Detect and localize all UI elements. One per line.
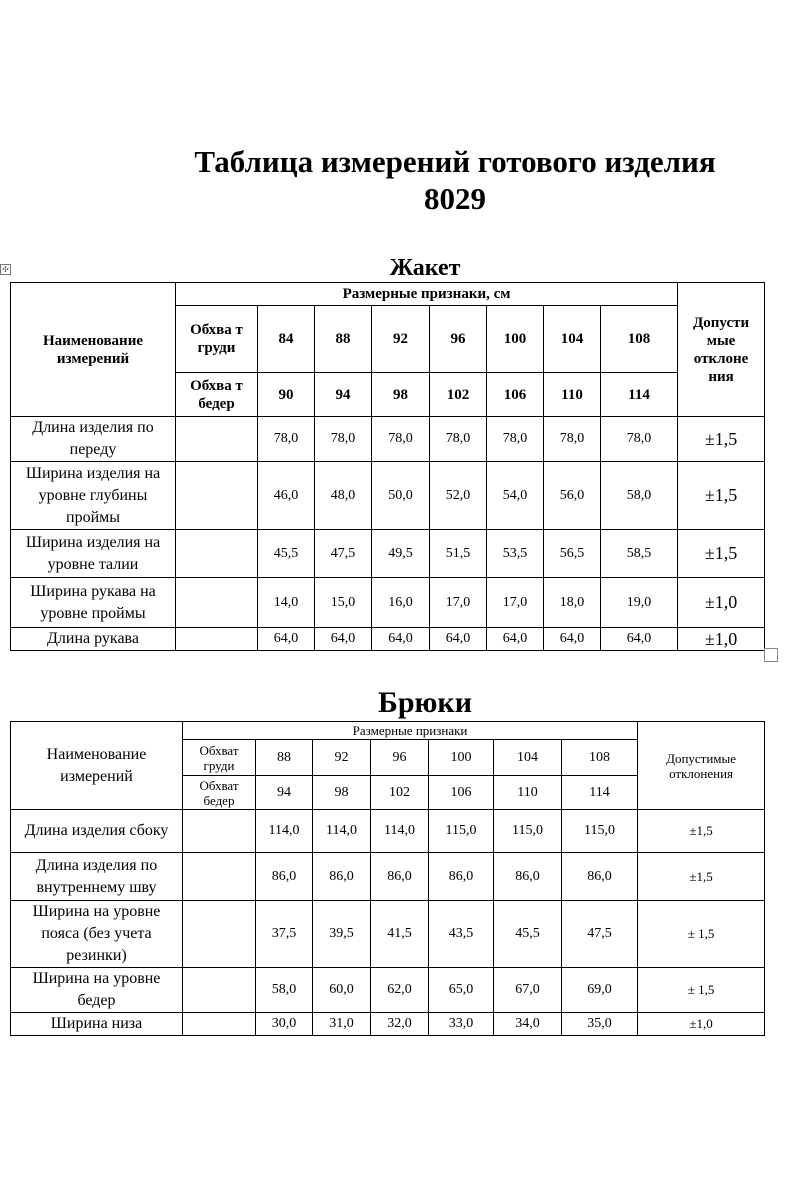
measurement-value: 115,0 [494, 810, 562, 853]
measurement-value: 64,0 [315, 628, 372, 651]
measurement-value: 78,0 [258, 417, 315, 462]
trousers-chest-label: Обхват груди [183, 740, 256, 776]
trousers-table [10, 721, 765, 1036]
measurement-value: 19,0 [601, 578, 678, 628]
measurement-value: 86,0 [371, 853, 429, 901]
trousers-hips-label: Обхват бедер [183, 776, 256, 810]
measurement-value: 32,0 [371, 1013, 429, 1036]
jacket-chest-size: 100 [487, 306, 544, 373]
measurement-value: 34,0 [494, 1013, 562, 1036]
measurement-value: 56,5 [544, 530, 601, 578]
measurement-name: Ширина рукава на уровне проймы [11, 578, 176, 628]
jacket-hips-label: Обхва т бедер [176, 373, 258, 417]
trousers-caption: Брюки [377, 686, 472, 719]
measurement-value: 67,0 [494, 968, 562, 1013]
measurement-value: 53,5 [487, 530, 544, 578]
trousers-sizes-header: Размерные признаки [183, 722, 638, 740]
tolerance-value: ±1,5 [638, 853, 765, 901]
measurement-value: 49,5 [372, 530, 430, 578]
measurement-name: Ширина изделия на уровне талии [11, 530, 176, 578]
trousers-chest-size: 104 [494, 740, 562, 776]
measurement-value: 78,0 [487, 417, 544, 462]
empty-cell [176, 628, 258, 651]
measurement-value: 78,0 [544, 417, 601, 462]
empty-cell [183, 968, 256, 1013]
measurement-value: 18,0 [544, 578, 601, 628]
measurement-value: 35,0 [562, 1013, 638, 1036]
measurement-value: 115,0 [562, 810, 638, 853]
tolerance-value: ±1,5 [638, 810, 765, 853]
measurement-value: 58,0 [601, 462, 678, 530]
jacket-caption: Жакет [389, 255, 461, 281]
jacket-chest-size: 108 [601, 306, 678, 373]
tolerance-value: ±1,5 [678, 417, 765, 462]
measurement-value: 17,0 [487, 578, 544, 628]
measurement-value: 62,0 [371, 968, 429, 1013]
measurement-value: 58,5 [601, 530, 678, 578]
empty-cell [176, 578, 258, 628]
tolerance-value: ±1,5 [678, 530, 765, 578]
table-row [11, 1013, 765, 1036]
jacket-hips-size: 90 [258, 373, 315, 417]
jacket-chest-size: 104 [544, 306, 601, 373]
measurement-value: 51,5 [430, 530, 487, 578]
measurement-value: 15,0 [315, 578, 372, 628]
empty-cell [176, 462, 258, 530]
table-row [11, 853, 765, 901]
measurement-value: 64,0 [601, 628, 678, 651]
trousers-chest-size: 92 [313, 740, 371, 776]
trousers-hips-size: 102 [371, 776, 429, 810]
measurement-name: Длина изделия по внутреннему шву [11, 853, 183, 901]
measurement-name: Ширина низа [11, 1013, 183, 1036]
measurement-value: 48,0 [315, 462, 372, 530]
empty-cell [176, 530, 258, 578]
trousers-hips-size: 114 [562, 776, 638, 810]
table-move-handle-icon[interactable]: ✣ [0, 264, 11, 275]
measurement-value: 64,0 [487, 628, 544, 651]
measurement-name: Длина изделия сбоку [11, 810, 183, 853]
tolerance-value: ±1,5 [678, 462, 765, 530]
measurement-value: 69,0 [562, 968, 638, 1013]
measurement-value: 52,0 [430, 462, 487, 530]
trousers-tolerance-header: Допустимые отклонения [638, 722, 765, 810]
empty-cell [183, 853, 256, 901]
table-row [11, 462, 765, 530]
document-title: Таблица измерений готового изделия [194, 144, 716, 179]
jacket-name-header: Наименование измерений [11, 283, 176, 417]
measurement-value: 60,0 [313, 968, 371, 1013]
measurement-value: 64,0 [430, 628, 487, 651]
jacket-sizes-header: Размерные признаки, см [176, 283, 678, 306]
trousers-header-row [11, 722, 765, 740]
measurement-name: Ширина на уровне бедер [11, 968, 183, 1013]
trousers-chest-size: 100 [429, 740, 494, 776]
measurement-value: 64,0 [544, 628, 601, 651]
table-row [11, 810, 765, 853]
measurement-value: 86,0 [494, 853, 562, 901]
empty-cell [176, 417, 258, 462]
measurement-value: 45,5 [494, 901, 562, 968]
measurement-value: 50,0 [372, 462, 430, 530]
measurement-value: 47,5 [562, 901, 638, 968]
jacket-chest-size: 88 [315, 306, 372, 373]
empty-cell [183, 810, 256, 853]
measurement-value: 78,0 [430, 417, 487, 462]
measurement-value: 39,5 [313, 901, 371, 968]
jacket-chest-label: Обхва т груди [176, 306, 258, 373]
measurement-value: 86,0 [256, 853, 313, 901]
table-row [11, 628, 765, 651]
measurement-value: 33,0 [429, 1013, 494, 1036]
jacket-hips-size: 102 [430, 373, 487, 417]
jacket-hips-size: 114 [601, 373, 678, 417]
jacket-header-row [11, 283, 765, 306]
measurement-value: 114,0 [313, 810, 371, 853]
tolerance-value: ± 1,5 [638, 968, 765, 1013]
table-row [11, 968, 765, 1013]
measurement-value: 115,0 [429, 810, 494, 853]
measurement-value: 86,0 [313, 853, 371, 901]
measurement-value: 41,5 [371, 901, 429, 968]
measurement-value: 86,0 [429, 853, 494, 901]
tolerance-value: ± 1,5 [638, 901, 765, 968]
measurement-value: 37,5 [256, 901, 313, 968]
measurement-value: 17,0 [430, 578, 487, 628]
measurement-value: 78,0 [601, 417, 678, 462]
trousers-hips-size: 106 [429, 776, 494, 810]
measurement-value: 114,0 [371, 810, 429, 853]
table-row [11, 530, 765, 578]
measurement-value: 78,0 [315, 417, 372, 462]
measurement-value: 43,5 [429, 901, 494, 968]
measurement-value: 64,0 [258, 628, 315, 651]
table-row [11, 578, 765, 628]
measurement-value: 54,0 [487, 462, 544, 530]
measurement-value: 114,0 [256, 810, 313, 853]
trousers-hips-size: 98 [313, 776, 371, 810]
jacket-chest-size: 84 [258, 306, 315, 373]
measurement-value: 45,5 [258, 530, 315, 578]
jacket-chest-size: 96 [430, 306, 487, 373]
jacket-hips-size: 110 [544, 373, 601, 417]
trousers-name-header: Наименование измерений [11, 722, 183, 810]
table-resize-handle[interactable] [764, 648, 778, 662]
measurement-value: 47,5 [315, 530, 372, 578]
empty-cell [183, 901, 256, 968]
measurement-name: Длина изделия по переду [11, 417, 176, 462]
measurement-value: 86,0 [562, 853, 638, 901]
trousers-hips-size: 110 [494, 776, 562, 810]
measurement-value: 58,0 [256, 968, 313, 1013]
measurement-value: 78,0 [372, 417, 430, 462]
measurement-value: 65,0 [429, 968, 494, 1013]
measurement-name: Ширина изделия на уровне глубины проймы [11, 462, 176, 530]
measurement-value: 64,0 [372, 628, 430, 651]
measurement-value: 16,0 [372, 578, 430, 628]
measurement-name: Ширина на уровне пояса (без учета резинки) [11, 901, 183, 968]
measurement-value: 31,0 [313, 1013, 371, 1036]
trousers-chest-size: 88 [256, 740, 313, 776]
measurement-value: 30,0 [256, 1013, 313, 1036]
jacket-table [10, 282, 765, 651]
jacket-hips-size: 98 [372, 373, 430, 417]
tolerance-value: ±1,0 [678, 628, 765, 651]
measurement-value: 14,0 [258, 578, 315, 628]
jacket-chest-size: 92 [372, 306, 430, 373]
table-row [11, 901, 765, 968]
jacket-hips-size: 106 [487, 373, 544, 417]
tolerance-value: ±1,0 [638, 1013, 765, 1036]
empty-cell [183, 1013, 256, 1036]
trousers-chest-size: 108 [562, 740, 638, 776]
trousers-chest-size: 96 [371, 740, 429, 776]
measurement-name: Длина рукава [11, 628, 176, 651]
jacket-hips-size: 94 [315, 373, 372, 417]
table-row [11, 417, 765, 462]
measurement-value: 46,0 [258, 462, 315, 530]
jacket-tolerance-header: Допусти мые отклоне ния [678, 283, 765, 417]
document-number: 8029 [424, 181, 486, 216]
trousers-hips-size: 94 [256, 776, 313, 810]
measurement-value: 56,0 [544, 462, 601, 530]
tolerance-value: ±1,0 [678, 578, 765, 628]
